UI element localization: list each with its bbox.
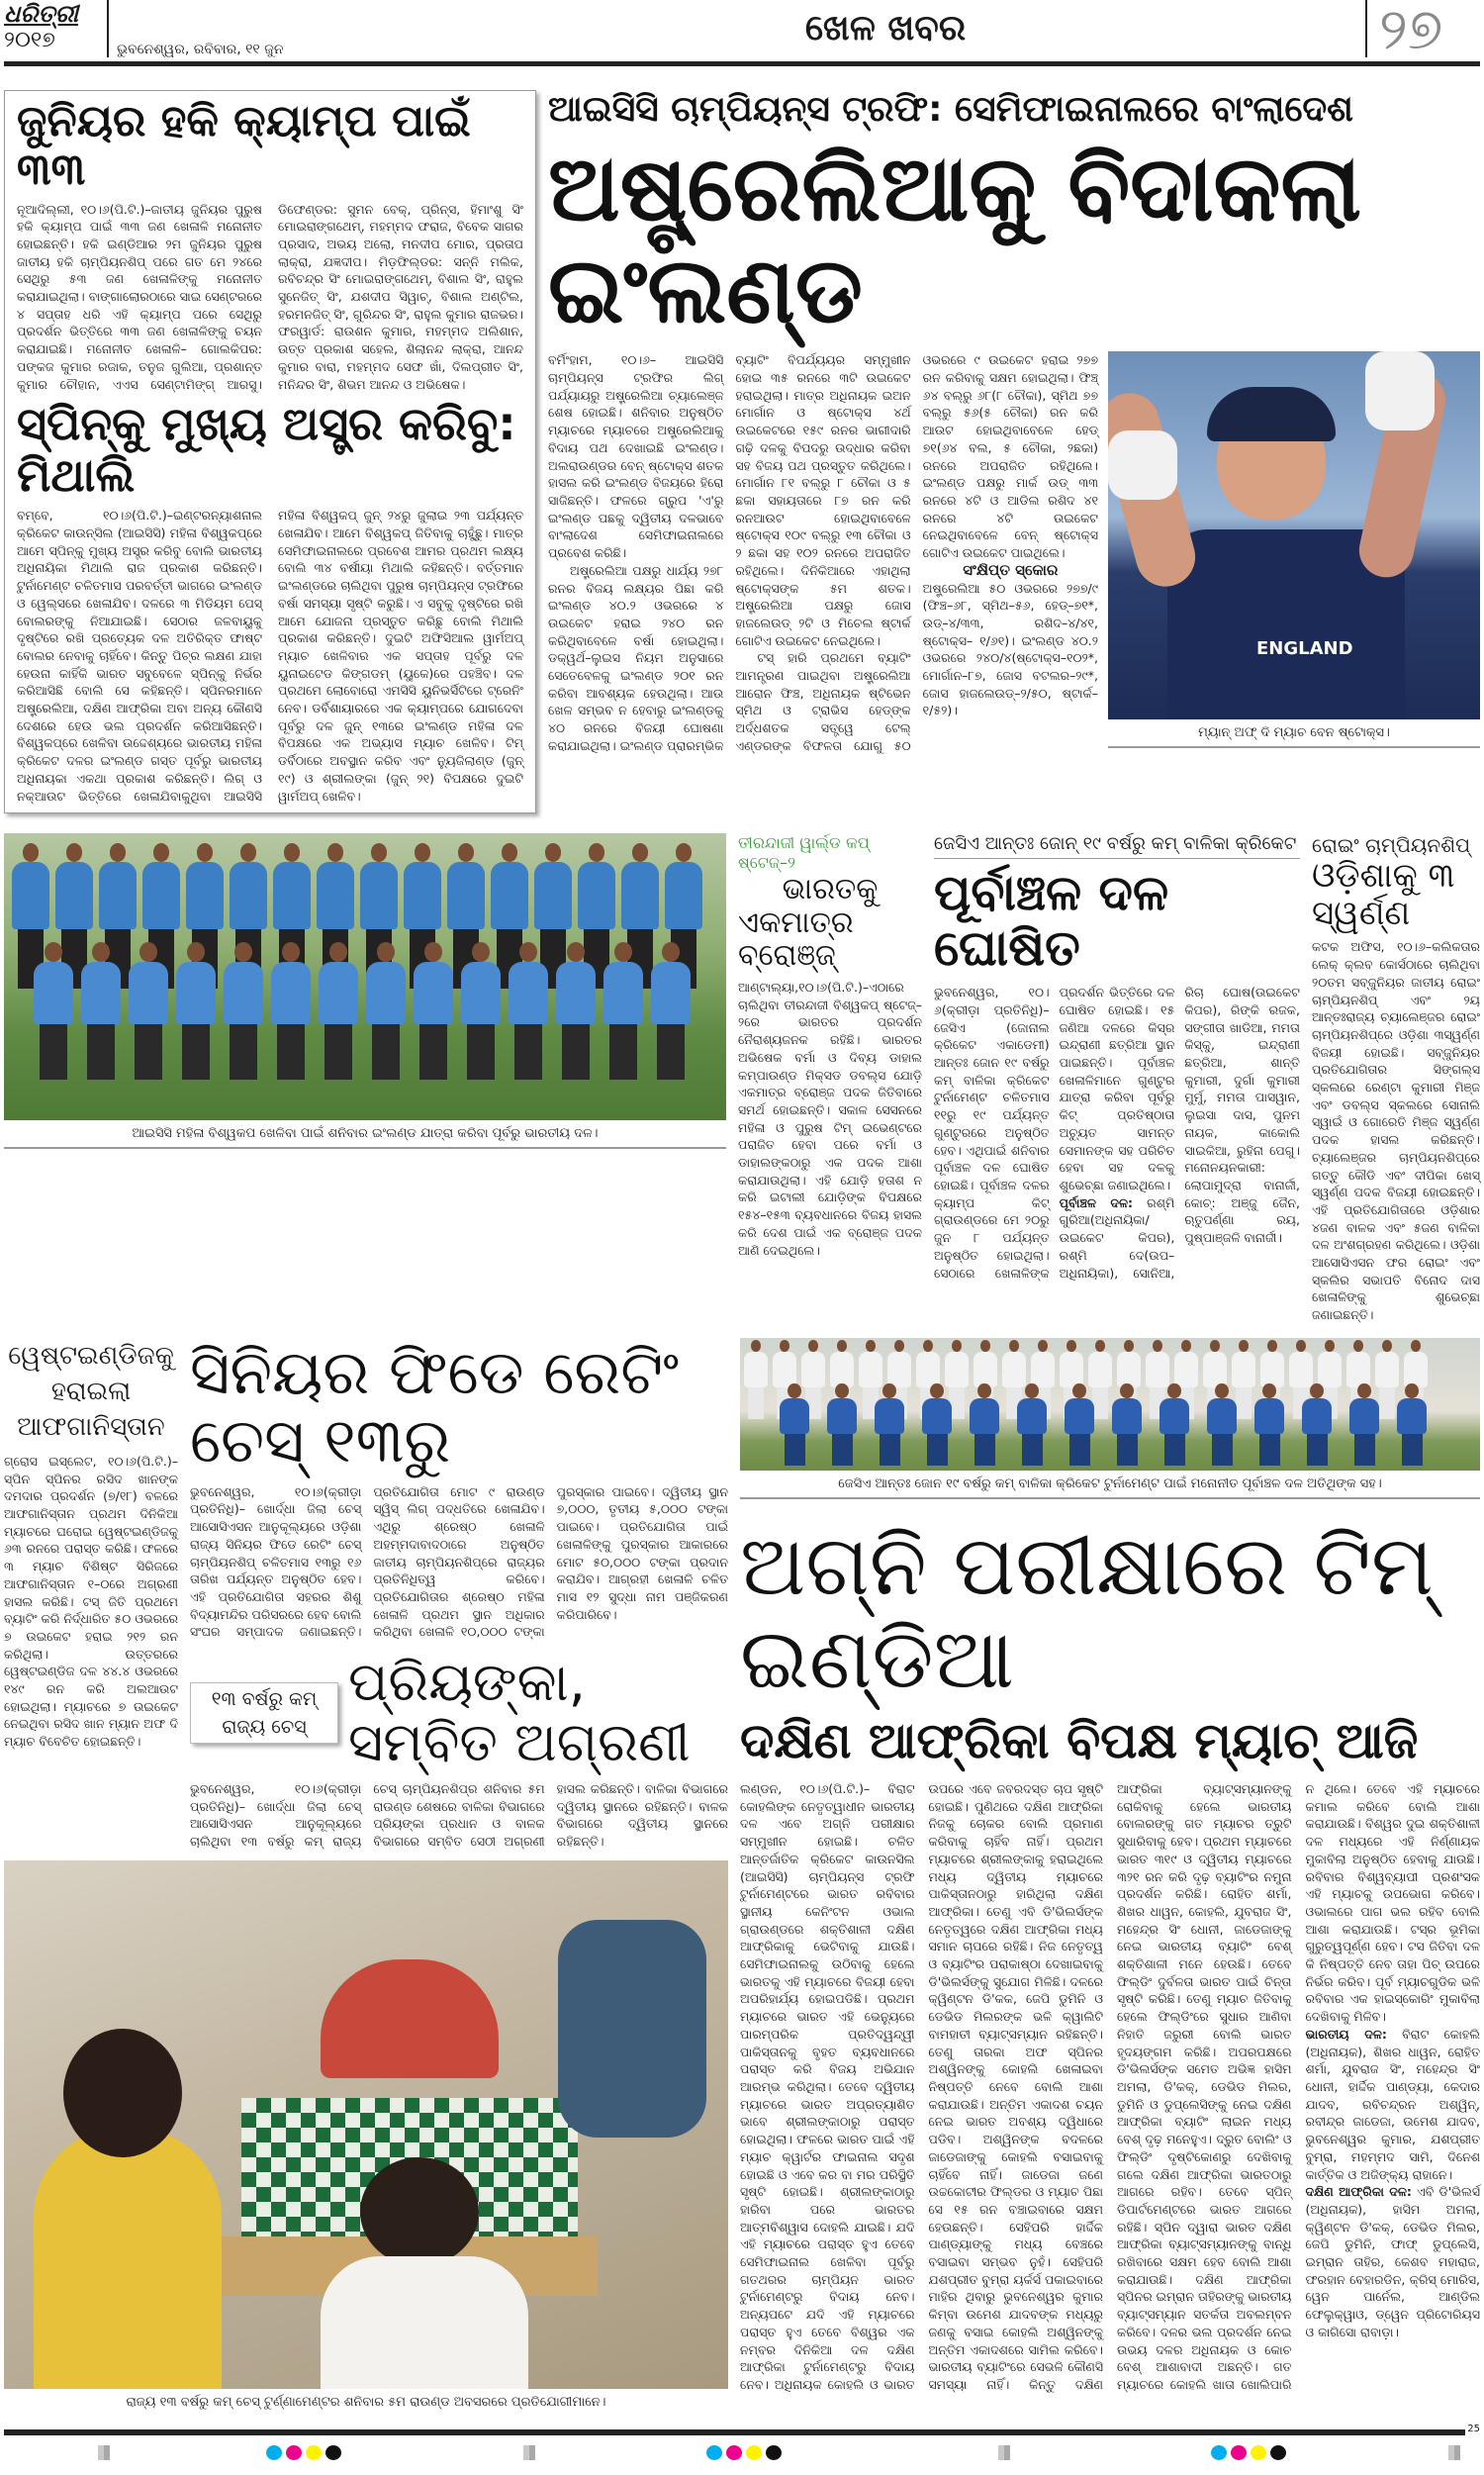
magenta-registration-dot: [286, 2445, 302, 2460]
masthead: [4, 0, 1480, 66]
east-zone-photo-caption: ଜେସିଏ ଆନ୍ତଃ ଜୋନ ୧୯ ବର୍ଷରୁ କମ୍ ବାଳିକା କ୍ରିକେଟ ଟୁର୍ନାମେଣ୍ଟ ପାଇଁ ମନୋନୀତ ପୂର୍ବାଞ୍ଚଳ ଦଳ ଅତିଥିଙ୍କ ସହ।: [838, 1475, 1382, 1491]
team-member-figure: [970, 1383, 999, 1463]
team-member-figure: [1159, 1383, 1189, 1463]
india-article-body: ଲଣ୍ଡନ, ୧୦।୬(ପି.ଟି.)– ବିରାଟ କୋହଲିଙ୍କ ନେତୃତ୍ୱାଧୀନ ଭାରତୀୟ ଦଳ ଏବେ ଅଗ୍ନି ପରୀକ୍ଷାର ସମ୍ମୁଖୀନ ହୋଇଛି। ଚଳିତ ଆନ୍ତର୍ଜାତିକ କ୍ରିକେଟ କାଉନସିଲ (ଆଇସିସି) ଚାମ୍ପିୟନ୍ସ ଟ୍ରଫି ଟୁର୍ନାମେଣ୍ଟରେ ଭାରତ ରବିବାର ସ୍ଥାନୀୟ କେନିଂଟନ ଓଭାଲ ଗ୍ରାଉଣ୍ଡରେ ଶକ୍ତିଶାଳୀ ଦକ୍ଷିଣ ଆଫ୍ରିକାକୁ ଭେଟିବାକୁ ଯାଉଛି। ସେମିଫାଇନାଲକୁ ଉଠିବାକୁ ହେଲେ ଭାରତକୁ ଏହି ମ୍ୟାଚରେ ବିଜୟୀ ହେବା ଅପରିହାର୍ଯ୍ୟ ହୋଇପଡିଛି। ପ୍ରଥମ ମ୍ୟାଚରେ ଭାରତ ଏହି ଭେନ୍ୟୁରେ ପାରମ୍ପରିକ ପ୍ରତିଦ୍ୱନ୍ଦ୍ୱୀ ପାକିସ୍ତାନକୁ ବୃହତ ବ୍ୟବଧାନରେ ପରାସ୍ତ କରି ବିଜୟ ଅଭିଯାନ ଆରମ୍ଭ କରିଥିଲା। ତେବେ ଦ୍ୱିତୀୟ ମ୍ୟାଚରେ ଭାରତ ଅପ୍ରତ୍ୟାଶିତ ଭାବେ ଶ୍ରୀଲଙ୍କାଠାରୁ ପରାସ୍ତ ହୋଇଥିଲା। ଫଳରେ ଭାରତ ପାଇଁ ଏହି ମ୍ୟାଚ କ୍ୱାର୍ଟର ଫାଇନାଲ ସଦୃଶ ହୋଇଛି ଓ ଏବେ କର ବା ମର ପରିସ୍ଥିତି ସୃଷ୍ଟି ହୋଇଛି। ଶ୍ରୀଲଙ୍କାଠାରୁ ହାରିବା ପରେ ଭାରତର ଆତ୍ମବିଶ୍ୱାସ ଦୋହଲି ଯାଇଛି। ଯଦି ଏହି ମ୍ୟାଚରେ ପରାସ୍ତ ହୁଏ ତେବେ ସେମିଫାଇନାଲ ଖେଳିବା ପୂର୍ବରୁ ଗତଥରର ଚାମ୍ପିୟନ ଭାରତ ଟୁର୍ନାମେଣ୍ଟରୁ ବିଦାୟ ନେବ। ଅନ୍ୟପଟେ ଯଦି ଏହି ମ୍ୟାଚରେ ପରାସ୍ତ ହୁଏ ତେବେ ବିଶ୍ୱର ଏକ ନମ୍ବର ଦିନିକିଆ ଦଳ ଦକ୍ଷିଣ ଆଫ୍ରିକା ଟୁର୍ନାମେଣ୍ଟରୁ ବିଦାୟ ନେବ। ଅଧିନାୟକ କୋହଲି ଓ ଭାରତ ଉପରେ ଏବେ ଜବରଦସ୍ତ ଚାପ ସୃଷ୍ଟି ହୋଇଛି। ପୁଣିଥରେ ଦକ୍ଷିଣ ଆଫ୍ରିକା ନିଜକୁ ଚୋକର ବୋଲି ପ୍ରମାଣ କରିବାକୁ ଚାହିଁବ ନାହିଁ। ପ୍ରଥମ ମ୍ୟାଚରେ ଶ୍ରୀଲଙ୍କାକୁ ହରାଇଥିଲେ ମଧ୍ୟ ଦ୍ୱିତୀୟ ମ୍ୟାଚରେ ପାକିସ୍ତାନଠାରୁ ହାରିଥିଲା ଦକ୍ଷିଣ ଆଫ୍ରିକା। ତେଣୁ ଏବି ଡି'ଭିଲର୍ସଙ୍କ ନେତୃତ୍ୱରେ ଦକ୍ଷିଣ ଆଫ୍ରିକା ମଧ୍ୟ ସମାନ ଚାପରେ ରହିଛି। ନିଜ ନେତୃତ୍ୱ ଓ ବ୍ୟାଟିଂର ପରାକାଷ୍ଠା ଦେଖାଇବାକୁ ଡି'ଭିଲର୍ସଙ୍କୁ ସୁଯୋଗ ମିଳିଛି। ଦଳରେ କ୍ୱିଣ୍ଟନ ଡି'କକ, ଜେପି ଡୁମିନି ଓ ଡେଭିଡ ମିଲରଙ୍କ ଭଳି କ୍ୱାଲିଟି ବାମହାତୀ ବ୍ୟାଟ୍ସମ୍ୟାନ ରହିଛନ୍ତି। ତେଣୁ ତାରକା ଅଫ ସ୍ପିନର ଅଶ୍ୱିନଙ୍କୁ କୋହଲି ଖେଳାଇବା ନିଷ୍ପତ୍ତି ନେବେ ବୋଲି ଆଶା କରାଯାଉଛି। ଅନ୍ତିମ ଏକାଦଶ ଚୟନ ନେଇ ଭାରତ ଅବଶ୍ୟ ଦ୍ୱିଧାରେ ପଡିବ। ଅଶ୍ୱିନଙ୍କ ବଦଳରେ ଜାଡେଜାଙ୍କୁ କୋହଲି ବସାଇବାକୁ ଚାହିଁବେ ନାହିଁ। ଜାଡେଜା ଜଣେ ଉଚ୍ଚକୋଟୀର ଫିଲ୍ଡର ଓ ମ୍ୟାଚ ପିଛା ସେ ୧୫ ରନ ବଞ୍ଚାଇବାରେ ସକ୍ଷମ ହେଉଛନ୍ତି। ସେହିପରି ହାର୍ଦ୍ଦିକ ପାଣ୍ଡ୍ୟାଙ୍କୁ ମଧ୍ୟ ବେଞ୍ଚରେ ବସାଇବା ସମ୍ଭବ ନୁହଁ। ସେହିପରି ଯଶପ୍ରୀତ ବୁମ୍ରା ୟର୍କର୍ସ ପକାଇବାରେ ମାହିର ଥିବାରୁ ଭୁବନେଶ୍ୱର କୁମାର କିମ୍ବା ଉମେଶ ଯାଦବଙ୍କ ମଧ୍ୟରୁ ଜଣକୁ ବସାଇ କୋହଲି ଅଶ୍ୱିନଙ୍କୁ ଅନ୍ତିମ ଏକାଦଶରେ ସାମିଲ କରିବେ। ଭାରତୀୟ ବ୍ୟାଟିଂରେ ସେଭଳି କୌଣସି ସମସ୍ୟା ନାହିଁ। କିନ୍ତୁ ଦକ୍ଷିଣ ଆଫ୍ରିକା ବ୍ୟାଟ୍ସମ୍ୟାନଙ୍କୁ ରୋକିବାକୁ ହେଲେ ଭାରତୀୟ ବୋଲରଙ୍କୁ ଗତ ମ୍ୟାଚର ତ୍ରୁଟି ସୁଧାରିବାକୁ ହେବ। ପ୍ରଥମ ମ୍ୟାଚରେ ଭାରତ ୩୧୯ ଓ ଦ୍ୱିତୀୟ ମ୍ୟାଚରେ ୩୨୧ ରନ କରି ଦୃଢ଼ ବ୍ୟାଟିଂର ନମୁନା ପ୍ରଦର୍ଶନ କରିଛି। ରୋହିତ ଶର୍ମା, ଶିଖର ଧାୱନ, କୋହଲି, ଯୁବରାଜ ସିଂ, ମହେନ୍ଦ୍ର ସିଂ ଧୋନୀ, ଜାଡେଜାଙ୍କୁ ନେଇ ଭାରତୀୟ ବ୍ୟାଟିଂ ବେଶ୍ ଶକ୍ତିଶାଳୀ ମନେ ହେଉଛି। ତେବେ ଫିଲ୍ଡିଂ ଦୁର୍ବଳତା ଭାରତ ପାଇଁ ଚିନ୍ତା ସୃଷ୍ଟି କରିଛି। ତେଣୁ ମ୍ୟାଚ ଜିତିବାକୁ ହେଲେ ଫିଲ୍ଡିଂରେ ସୁଧାର ଆଣିବା ନିହାତି ଜରୁରୀ ବୋଲି ଭାରତ ହୃଦୟଙ୍ଗମ କରିଛି। ଅପରପକ୍ଷରେ ଡି'ଭିଲର୍ସଙ୍କ ସମେତ ଅଭିଜ୍ଞ ହାସିମ ଅମଲା, ଡି'କକ୍, ଡେଭିଡ ମିଲର, ଡୁମିନି ଓ ଡୁପ୍ଲେସିଙ୍କୁ ନେଇ ଦକ୍ଷିଣ ଆଫ୍ରିକା ବ୍ୟାଟିଂ ଲାଇନ ମଧ୍ୟ ବେଶ୍ ଦୃଢ଼ ମନେହୁଏ। ଦ୍ରୁତ ବୋଲିଂ ଓ ଫିଲ୍ଡିଂ ଦୃଷ୍ଟିକୋଣରୁ ଦେଖିବାକୁ ଗଲେ ଦକ୍ଷିଣ ଆଫ୍ରିକା ଭାରତଠାରୁ ଆଗରେ ରହିବ। ତେବେ ସ୍ପିନ୍ ଡିପାର୍ଟମେଣ୍ଟରେ ଭାରତ ଆଗରେ ରହିଛି। ସ୍ପିନ ଦ୍ୱାରା ଭାରତ ଦକ୍ଷିଣ ଆଫ୍ରିକା ବ୍ୟାଟ୍ସମ୍ୟାନଙ୍କୁ ବାନ୍ଧି ରଖିବାରେ ସକ୍ଷମ ହେବ ବୋଲି ଆଶା କରାଯାଉଛି। ଦକ୍ଷିଣ ଆଫ୍ରିକା ସ୍ପିନର ଇମ୍ରାନ ତାହିରଙ୍କୁ ଭାରତୀୟ ବ୍ୟାଟ୍ସମ୍ୟାନ ସତର୍କତା ଅବଲମ୍ବନ କରିବେ। ଦଳର ଭଲ ପ୍ରଦର୍ଶନ ନେଇ ଉଭୟ ଦଳର ଅଧିନାୟକ ଓ କୋଚ ବେଶ୍ ଆଶାବାଦୀ ଅଛନ୍ତି। ଗତ ମ୍ୟାଚରେ କୋହଲି ଖାତା ଖୋଲିପାରି ନ ଥିଲେ। ତେବେ ଏହି ମ୍ୟାଚରେ କମାଲ କରିବେ ବୋଲି ଆଶା କରାଯାଉଛି। ବିଶ୍ୱର ଦୁଇ ଶକ୍ତିଶାଳୀ ଦଳ ମଧ୍ୟରେ ଏହି ନିର୍ଣ୍ଣାୟକ ମୁକାବିଲା ଅନୁଷ୍ଠିତ ହେବାକୁ ଯାଉଛି। ରବିବାର ବିଶ୍ୱବ୍ୟାପୀ ପ୍ରଶଂସକ ଏହି ମ୍ୟାଚକୁ ଉପଭୋଗ କରିବେ। ଓଭାଲରେ ପାଗ ଭଲ ରହିବ ବୋଲି ଆଶା କରାଯାଉଛି। ଟସ୍‌ର ଭୂମିକା ଗୁରୁତ୍ୱପୂର୍ଣ୍ଣ ହେବ। ଟସ ଜିତିବା ଦଳ କି ନିଷ୍ପତ୍ତି ନେବ ତାହା ପିଚ୍ ଉପରେ ନିର୍ଭର କରିବ। ପୂର୍ବ ମ୍ୟାଚଗୁଡିକ ଭଳି ରବିବାର ଏକ ହାଇସ୍କୋରିଂ ମୁକାବିଲା ଦେଖିବାକୁ ମିଳିବ। ଭାରତୀୟ ଦଳ: ବିରାଟ କୋହଲି (ଅଧିନାୟକ), ଶିଖର ଧାୱନ, ରୋହିତ ଶର୍ମା, ଯୁବରାଜ ସିଂ, ମହେନ୍ଦ୍ର ସିଂ ଧୋନୀ, ହାର୍ଦ୍ଦିକ ପାଣ୍ଡ୍ୟା, କେଦାର ଯାଦବ, ରବିଚନ୍ଦ୍ରନ ଅଶ୍ୱିନ୍, ରବୀନ୍ଦ୍ର ଜାଡେଜା, ଉମେଶ ଯାଦବ, ଭୁବନେଶ୍ୱର କୁମାର, ଯଶପ୍ରୀତ ବୁମ୍ରା, ମହମ୍ମଦ ସାମି, ଦିନେଶ କାର୍ତ୍ତିକ ଓ ଅଜିଙ୍କ୍ୟ ରାହାନେ। ଦକ୍ଷିଣ ଆଫ୍ରିକା ଦଳ: ଏବି ଡି'ଭିଲର୍ସ (ଅଧିନାୟକ), ହାସିମ ଅମଲା, କ୍ୱିଣ୍ଟନ ଡି'କକ୍, ଡେଭିଡ ମିଲର, ଜେପି ଡୁମିନି, ଫାଫ୍ ଡୁପ୍ଲେସି, ଇମ୍ରାନ ତାହିର, କେଶବ ମହାରାଜ, ଫରହାନ ବେହାରଡିନ, କ୍ରିସ୍ ମୋରିସ, ୱେନ ପାର୍ନେଲ, ଆଣ୍ଡିଲ ଫେଲୁକ୍ୱାଓ, ଡ୍ୱେନ ପ୍ରିଟୋରିୟସ ଓ କାଗିସୋ ରାବାଡ଼ା।: [740, 1781, 1480, 2392]
jca-headline: ପୂର୍ବାଞ୍ଚଳ ଦଳ ଘୋଷିତ: [934, 864, 1169, 978]
india-team-label: ଭାରତୀୟ ଦଳ:: [1305, 2026, 1387, 2042]
team-member-figure: [875, 1383, 904, 1463]
gray-registration-bar: [523, 2445, 535, 2460]
india-headline: ଅଗ୍ନି ପରୀକ୍ଷାରେ ଟିମ୍ ଇଣ୍ଡିଆ: [740, 1516, 1434, 1707]
team-member-figure: [1017, 1383, 1047, 1463]
hockey-mithali-box: [4, 90, 536, 813]
team-member-figure: [1254, 1383, 1284, 1463]
edition-year: ୨୦୧୭: [4, 28, 55, 52]
team-member-figure: [366, 942, 406, 1081]
team-member-figure: [319, 942, 358, 1081]
fide-headline: ସିନିୟର ଫିଡେ ରେଟିଂ ଚେସ୍ ୧୩ରୁ: [190, 1335, 680, 1477]
black-registration-dot: [766, 2445, 782, 2460]
team-member-figure: [1397, 1383, 1427, 1463]
cyan-registration-dot: [1211, 2445, 1227, 2460]
ben-stokes-photo: [1108, 351, 1480, 719]
mithali-article-body: ବମ୍ବେ, ୧୦।୬(ପି.ଟି.)–ଇଣ୍ଟରନ୍ୟାଶନାଲ କ୍ରିକେଟ କାଉନ୍‌ସିଲ (ଆଇସିସି) ମହିଳା ବିଶ୍ୱକପ୍‌ରେ ଆମେ ସ୍ପିନ୍‌କୁ ମୁଖ୍ୟ ଅସ୍ତ୍ର କରିବୁ ବୋଲି ଭାରତୀୟ ଅଧିନାୟିକା ମିଥାଲି ରାଜ ପ୍ରକାଶ କରିଛନ୍ତି। ଟୁର୍ନାମେଣ୍ଟ ଚଳିତମାସ ପରବର୍ତ୍ତୀ ଭାଗରେ ଇଂଲଣ୍ଡ ଓ ୱେଲ୍‌ସରେ ଖେଳାଯିବ। ଦଳରେ ୩ ମିଡିୟମ ପେସ୍ ବୋଲରଙ୍କୁ ନିଆଯାଇଛି। ସେଠାର ଜଳବାୟୁକୁ ଦୃଷ୍ଟିରେ ରଖି ପ୍ରତ୍ୟେକ ଦଳ ଅତିରିକ୍ତ ଫାଷ୍ଟ ବୋଲର ନେବାକୁ ଚାହିଁବେ। କିନ୍ତୁ ପିଚ୍‌ର ଲକ୍ଷଣ ଯାହା ହେଉନା କାହିଁକି ଭାରତ ସବୁବେଳେ ସ୍ପିନ୍‌କୁ ନିର୍ଭର କରିଆସିଛି ବୋଲି ସେ କହିଛନ୍ତି। ସ୍ପିନରମାନେ ଅଷ୍ଟ୍ରେଲିଆ, ଦକ୍ଷିଣ ଆଫ୍ରିକା ଅବା ଅନ୍ୟ କୌଣସି ଦେଶରେ ହେଉ ଭଲ ପ୍ରଦର୍ଶନ କରିଆସିଛନ୍ତି। ବିଶ୍ୱକପ୍‌ରେ ଖେଳିବା ଉଦ୍ଦେଶ୍ୟରେ ଭାରତୀୟ ମହିଳା କ୍ରିକେଟ ଦଳର ଇଂଲଣ୍ଡ ଗସ୍ତ ପୂର୍ବରୁ ଭାରତୀୟ ଅଧିନାୟକା ଏକଥା ପ୍ରକାଶ କରିଛନ୍ତି। ଲିଗ୍ ଓ ନକ୍‌ଆଉଟ ଭିତ୍ତିରେ ଖେଳାଯିବାକୁଥିବା ଆଇସିସି ମହିଳା ବିଶ୍ୱକପ୍ ଜୁନ୍ ୨୪ରୁ ଜୁଲାଇ ୨୩ ପର୍ଯ୍ୟନ୍ତ ଖେଳାଯିବ। ଆମେ ବିଶ୍ୱକପ୍ ଜିତିବାକୁ ଚାହୁଁଛୁ। ମାତ୍ର ସେମିଫାଇନାଲରେ ପ୍ରବେଶ ଆମର ପ୍ରଥମ ଲକ୍ଷ୍ୟ ବୋଲି ୩୪ ବର୍ଷୀୟା ମିଥାଲି କହିଛନ୍ତି। ବର୍ତ୍ତମାନ ଇଂଲଣ୍ଡରେ ଚାଲିଥିବା ପୁରୁଷ ଚାମ୍ପିୟନ୍ସ ଟ୍ରଫିରେ ବର୍ଷା ସମସ୍ୟା ସୃଷ୍ଟି କରୁଛି। ଏ ସବୁକୁ ଦୃଷ୍ଟିରେ ରଖି ଆମେ ଯୋଜନା ପ୍ରସ୍ତୁତ କରିଛୁ ବୋଲି ମିଥାଲି ପ୍ରକାଶ କରିଛନ୍ତି। ଦୁଇଟି ଅଫିସିଆଲ ୱାର୍ମଅପ୍ ମ୍ୟାଚ ଖେଳିବାର ଏକ ସପ୍ତାହ ପୂର୍ବରୁ ଦଳ ୟୁନାଇଟେଡ କିଙ୍ଗଡମ୍ (ୟୁକେ)ରେ ପହଞ୍ଚିବ। ଦଳ ପ୍ରଥମେ ଲୋବୋରୋ ଏମସିସି ୟୁନିଭର୍ସିଟିରେ ଟ୍ରେନିଂ ନେବ। ଡର୍ବିଶାୟାରରେ ଏକ କ୍ୟାମ୍ପରେ ଯୋଗଦେବା ପୂର୍ବରୁ ଦଳ ଜୁନ୍ ୧୩ରେ ଇଂଲଣ୍ଡ ମହିଳା ଦଳ ବିପକ୍ଷରେ ଏକ ଅଭ୍ୟାସ ମ୍ୟାଚ ଖେଳିବ। ଟିମ୍ ଡର୍ବିଠାରେ ଅବସ୍ଥାନ କରିବ ଏବଂ ନ୍ୟୁଜିଲାଣ୍ଡ (ଜୁନ୍ ୧୯) ଓ ଶ୍ରୀଲଙ୍କା (ଜୁନ୍ ୨୧) ବିପକ୍ଷରେ ଦୁଇଟି ୱାର୍ମଅପ୍ ଖେଳିବ।: [17, 508, 523, 804]
team-member-figure: [34, 942, 73, 1081]
dateline: ଭୁବନେଶ୍ୱର, ରବିବାର, ୧୧ ଜୁନ: [117, 42, 284, 57]
team-member-figure: [129, 942, 168, 1081]
cyan-registration-dot: [706, 2445, 722, 2460]
newspaper-logo: ଧରିତ୍ରୀ: [4, 0, 78, 28]
indian-women-team-photo: [4, 833, 726, 1120]
team-member-figure: [81, 942, 121, 1081]
chess-tournament-photo: [4, 1860, 728, 2389]
black-registration-dot: [325, 2445, 341, 2460]
archery-headline-line-2: ଏକମାତ୍ର ବ୍ରୋଞ୍ଜ୍: [738, 904, 854, 974]
cyan-registration-dot: [266, 2445, 282, 2460]
team-member-figure: [922, 1383, 952, 1463]
team-member-figure: [176, 942, 216, 1081]
footer-rule: [4, 2429, 1465, 2435]
yellow-registration-dot: [1251, 2445, 1266, 2460]
team-member-figure: [1065, 1383, 1094, 1463]
team-member-figure: [744, 1340, 768, 1419]
icc-kicker: ଆଇସିସି ଚାମ୍ପିୟନ୍ସ ଟ୍ରଫି: ସେମିଫାଇନାଲରେ ବାଂଲାଦେଶ: [548, 89, 1353, 130]
gray-registration-bar: [1448, 2445, 1460, 2460]
magenta-registration-dot: [1231, 2445, 1247, 2460]
jca-team-label: ପୂର୍ବାଞ୍ଚଳ ଦଳ:: [1059, 1194, 1134, 1210]
team-member-figure: [1302, 1383, 1332, 1463]
chess-kicker-box: ୧୩ ବର୍ଷରୁ କମ୍ ରାଜ୍ୟ ଚେସ୍: [190, 1682, 338, 1744]
afghanistan-headline: ୱେଷ୍ଟଇଣ୍ଡିଜକୁ ହରାଇଲା ଆଫଗାନିସ୍ତାନ: [8, 1340, 174, 1442]
priyanka-article-body: ଭୁବନେଶ୍ୱର, ୧୦।୬(କ୍ରୀଡ଼ା ପ୍ରତିନିଧି)– ଖୋର୍ଦ୍ଧା ଜିଲା ଚେସ୍ ଆସୋସିଏସନ ଆନୁକୂଲ୍ୟରେ ଚାଲିଥିବା ୧୩ ବର୍ଷରୁ କମ୍ ରାଜ୍ୟ ଚେସ୍ ଚାମ୍ପିୟନଶିପ୍‌ର ଶନିବାର ୫ମ ରାଉଣ୍ଡ ଶେଷରେ ବାଳିକା ବିଭାଗରେ ପ୍ରିୟଙ୍କା ପ୍ରଧାନ ଓ ବାଳକ ବିଭାଗରେ ସମ୍ବିତ ସେଠୀ ଅଗ୍ରଣୀ ହାସଲ କରିଛନ୍ତି। ବାଳିକା ବିଭାଗରେ ଦ୍ୱିତୀୟ ସ୍ଥାନରେ ରହିଛନ୍ତି। ବାଳକ ବିଭାଗରେ ଦ୍ୱିତୀୟ ସ୍ଥାନରେ ରହିଛନ୍ତି।: [190, 1781, 728, 1850]
page-number: ୨୭: [1365, 0, 1480, 57]
archery-kicker: ତୀରନ୍ଦାଜୀ ୱାର୍ଲ୍ଡ କପ୍ ଷ୍ଟେଜ୍–୨: [738, 833, 870, 873]
team-member-figure: [827, 1383, 857, 1463]
black-registration-dot: [1270, 2445, 1286, 2460]
yellow-registration-dot: [746, 2445, 762, 2460]
icc-headline: ଅଷ୍ଟ୍ରେଲିଆକୁ ବିଦାକଲା ଇଂଲଣ୍ଡ: [548, 136, 1362, 344]
chess-photo-caption: ରାଜ୍ୟ ୧୩ ବର୍ଷରୁ କମ୍ ଚେସ୍ ଟୁର୍ଣ୍ଣାମେଣ୍ଟର ଶନିବାର ୫ମ ରାଉଣ୍ଡ ଅବସରରେ ପ୍ରତିଯୋଗୀମାନେ।: [126, 2394, 606, 2410]
icc-article-body: ବର୍ମିଂହାମ, ୧୦।୬– ଆଇସିସି ଚାମ୍ପିୟନ୍ସ ଟ୍ରଫିର ଲିଗ୍ ପର୍ଯ୍ୟାୟରୁ ଅଷ୍ଟ୍ରେଲିଆ ଚ୍ୟାଲେଞ୍ଜ ଶେଷ ହୋଇଛି। ଶନିବାର ଅନୁଷ୍ଠିତ ମ୍ୟାଚରେ ମ୍ୟାଚରେ ଅଷ୍ଟ୍ରେଲିଆକୁ ବିଦାୟ ପଥ ଦେଖାଇଛି ଇଂଲଣ୍ଡ। ଅଲରାଉଣ୍ଡର ବେନ୍ ଷ୍ଟୋକ୍ସ ଶତକ ହାସଲ କରି ଇଂଲଣ୍ଡ ବିଜୟରେ ହିରୋ ସାଜିଛନ୍ତି। ଫଳରେ ଗ୍ରୁପ 'ଏ'ରୁ ଇଂଲଣ୍ଡ ପଛକୁ ଦ୍ୱିତୀୟ ଦଳଭାବେ ବାଂଲାଦେଶ ସେମିଫାଇନାଲରେ ପ୍ରବେଶ କରିଛି। ଅଷ୍ଟ୍ରେଲିଆ ପକ୍ଷରୁ ଧାର୍ଯ୍ୟ ୨୭୮ ରନର ବିଜୟ ଲକ୍ଷ୍ୟର ପିଛା କରି ଇଂଲଣ୍ଡ ୪୦.୨ ଓଭରରେ ୪ ଉଇକେଟ ହରାଇ ୨୪୦ ରନ କରିଥିବାବେଳେ ବର୍ଷା ହୋଇଥିଲା। ଡକ୍‌ୱର୍ଥ–ଲୁଇସ ନିୟମ ଅନୁସାରେ ସେତେବେଳକୁ ଇଂଲଣ୍ଡ ୨୦୧ ରନ କରିବା ଆବଶ୍ୟକ ହେଉଥିଲା। ଆଉ ଖେଳ ସମ୍ଭବ ନ ହେବାରୁ ଇଂଲଣ୍ଡକୁ ୪୦ ରନରେ ବିଜୟୀ ଘୋଷଣା କରାଯାଇଥିଲା। ଇଂଲଣ୍ଡ ପ୍ରାରମ୍ଭିକ ବ୍ୟାଟିଂ ବିପର୍ଯ୍ୟୟର ସମ୍ମୁଖୀନ ହୋଇ ୩୫ ରନରେ ୩ଟି ଉଇକେଟ ହରାଇଥିଲା। ମାତ୍ର ଅଧିନାୟକ ଇଅନ ମୋର୍ଗାନ ଓ ଷ୍ଟୋକ୍ସ ୪ର୍ଥ ଉଇକେଟରେ ୧୫୯ ରନର ଭାଗୀଦାରି ଗଢ଼ି ଦଳକୁ ବିପଦରୁ ଉଦ୍ଧାର କରିବା ସହ ବିଜୟ ପଥ ପ୍ରସ୍ତୁତ କରିଥିଲେ। ମୋର୍ଗାନ ୮୧ ବଲ୍‌ରୁ ୮ ଚୌକା ଓ ୫ ଛକା ସହାୟତାରେ ୮୭ ରନ କରି ରନଆଉଟ ହୋଇଥିବାବେଳେ ଷ୍ଟୋକ୍ସ ୧୦୯ ବଲ୍‌ରୁ ୧୩ ଚୌକା ଓ ୨ ଛକା ସହ ୧୦୨ ରନରେ ଅପରାଜିତ ରହିଥିଲେ। ଦିନିକିଆରେ ଏହାଥିଲା ଷ୍ଟୋକ୍ସଙ୍କ ୫ମ ଶତକ। ଅଷ୍ଟ୍ରେଲିଆ ପକ୍ଷରୁ ଜୋସ ହାଜଲେଉଡ୍ ୨ଟି ଓ ମିଚେଲ ଷ୍ଟାର୍କ ଗୋଟିଏ ଉଇକେଟ ନେଇଥିଲେ। ଟସ୍ ହାରି ପ୍ରଥମେ ବ୍ୟାଟିଂ ଆମନ୍ତ୍ରଣ ପାଇଥିବା ଅଷ୍ଟ୍ରେଲିଆ ଆରୋନ ଫିଞ୍ଚ, ଅଧିନାୟକ ଷ୍ଟିଭେନ ସ୍ମିଥ ଓ ଟ୍ରାଭିସ ହେଡ୍‌ଙ୍କ ଅର୍ଦ୍ଧଶତକ ସତ୍ତ୍ୱେ ଟେଲ୍ ଏଣ୍ଡରଙ୍କ ବିଫଳତା ଯୋଗୁ ୫୦ ଓଭରରେ ୯ ଉଇକେଟ ହରାଇ ୨୭୭ ରନ କରିବାକୁ ସକ୍ଷମ ହୋଇଥିଲା। ଫିଞ୍ଚ୍ ୬୪ ବଲ୍‌ରୁ ୬୮(୮ ଚୌକା), ସ୍ମିଥ ୭୭ ବଲ୍‌ରୁ ୫୬(୫ ଚୌକା) ରନ କରି ଆଉଟ ହୋଇଥିବାବେଳେ ହେଡ୍ ୭୧(୬୪ ବଲ, ୫ ଚୌକା, ୨ଛକା) ରନରେ ଅପରାଜିତ ରହିଥିଲେ। ଇଂଲଣ୍ଡ ପକ୍ଷରୁ ମାର୍କ ଉଡ୍ ୩୩ ରନରେ ୪ଟି ଓ ଆଡିଲ ରଶିଦ ୪୧ ରନରେ ୪ଟି ଉଇକେଟ ନେଇଥିବାବେଳେ ବେନ୍ ଷ୍ଟୋକ୍ସ ଗୋଟିଏ ଉଇକେଟ ପାଇଥିଲେ। ସଂକ୍ଷିପ୍ତ ସ୍କୋର ଅଷ୍ଟ୍ରେଲିଆ ୫୦ ଓଭରରେ ୨୭୭/୯ (ଫିଞ୍ଚ–୬୮, ସ୍ମିଥ–୫୬, ହେଡ୍–୭୧*, ଉଡ୍–୪/୩୩, ରଶିଦ–୪/୪୧, ଷ୍ଟୋକ୍ସ– ୧/୬୧)। ଇଂଲଣ୍ଡ ୪୦.୨ ଓଭରରେ ୨୪୦/୪(ଷ୍ଟୋକ୍ସ–୧୦୨*, ମୋର୍ଗାନ–୮୭, ଜୋସ ବଟଲର–୨୯*, ଜୋସ ହାଜଲେଉଡ୍–୨/୫୦, ଷ୍ଟାର୍କ–୧/୫୨)।: [548, 352, 1098, 753]
mithali-headline: ସ୍ପିନ୍‌କୁ ମୁଖ୍ୟ ଅସ୍ତ୍ର କରିବୁ: ମିଥାଲି: [17, 397, 516, 502]
team-member-figure: [1349, 1383, 1379, 1463]
footer-page-label: 25: [1467, 2423, 1480, 2434]
sa-team-label: ଦକ୍ଷିଣ ଆଫ୍ରିକା ଦଳ:: [1305, 2184, 1412, 2200]
women-team-caption: ଆଇସିସି ମହିଳା ବିଶ୍ୱକପ ଖେଳିବା ପାଇଁ ଶନିବାର ଇଂଲଣ୍ଡ ଯାତ୍ରା କରିବା ପୂର୍ବରୁ ଭାରତୀୟ ଦଳ।: [132, 1126, 599, 1142]
team-member-figure: [461, 942, 501, 1081]
hockey-article-body: ନୂଆଦିଲ୍ଲୀ, ୧୦।୬(ପି.ଟି.)–ଜାତୀୟ ଜୁନିୟର ପୁରୁଷ ହକି କ୍ୟାମ୍ପ ପାଇଁ ୩୩ ଜଣ ଖେଳାଳି ମନୋନୀତ ହୋଇଛନ୍ତି। ହକି ଇଣ୍ଡିଆର ୨ମ ଜୁନିୟର ପୁରୁଷ ଜାତୀୟ ହକି ଚାମ୍ପିୟନଶିପ୍ ପରେ ଗତ ମେ ୨୪ରେ ସେଥିରୁ ୫୩ ଜଣ ଖେଳାଳିଙ୍କୁ ମନୋନୀତ କରାଯାଇଥିଲା। ବାଙ୍ଗାଲୋରଠାରେ ସାଇ ସେଣ୍ଟରରେ ୪ ସପ୍ତାହ ଧରି ଏହି କ୍ୟାମ୍ପ ପରେ ସେଥିରୁ ପ୍ରଦର୍ଶନ ଭିତ୍ତିରେ ୩୩ ଜଣ ଖେଳାଳିଙ୍କୁ ଚୟନ କରାଯାଇଛି। ମନୋନୀତ ଖେଳାଳି– ଗୋଲକିପର: ପଙ୍କଜ କୁମାର ରଜାକ, ତନୁଜ ଗୁଲିଆ, ପ୍ରଶାନ୍ତ କୁମାର ଚୌହାନ, ଏଏସ ସେଣ୍ଟାମିଙ୍ଗ୍ ଆରସୁ। ଡିଫେଣ୍ଡର: ସୁମନ ବେକ୍, ପ୍ରିନ୍ସ, ହିମାଂଶୁ ସିଂ ମୋଇରାଙ୍ଗଥେମ୍, ମହମ୍ମଦ ଫରାଜ, ବିବେକ ସାଗର ପ୍ରସାଦ, ଅଭୟ ଅଲୋ, ମନଦୀପ ମୋର, ପ୍ରତାପ ଲାକ୍ରା, ଯଜ୍ଞଦୀପ। ମିଡ଼ଫିଲ୍ଡର: ସନ୍ନି ମଲିକ, ରବିଚନ୍ଦ୍ର ସିଂ ମୋଇରାଙ୍ଗଥେମ୍, ବିଶାଲ ସିଂ, ରାହୁଲ ସୁନେଜିତ୍ ସିଂ, ଯଶଦୀପ ସିୱାଚ୍, ବିଶାଲ ଅଣ୍ଟିଲ, ହରମନଜିତ୍ ସିଂ, ଗୁରିନ୍ଦର ସିଂ, ରାହୁଲ କୁମାର ରାଜଭର। ଫରୱାର୍ଡ: ରାଉଶନ କୁମାର, ମହମ୍ମଦ ଅଲିଶାନ, ଉତ୍ତ ପ୍ରକାଶ ସହେଲ, ଶିଲାନନ୍ଦ ଲାକ୍ରା, ଆନନ୍ଦ କୁମାର ବାରା, ମହମ୍ମଦ ସେଫ ଖାଁ, ଦିଲପ୍ରୀତ ସିଂ, ମନିନ୍ଦର ସିଂ, ଶିଭମ ଆନନ୍ଦ ଓ ଅଭିଷେକ।: [17, 201, 523, 392]
team-member-figure: [1112, 1383, 1142, 1463]
india-subheadline: ଦକ୍ଷିଣ ଆଫ୍ରିକା ବିପକ୍ଷ ମ୍ୟାଚ୍ ଆଜି: [740, 1712, 1419, 1770]
jca-article-body: ଭୁବନେଶ୍ୱର, ୧୦।୬(କ୍ରୀଡ଼ା ପ୍ରତିନିଧି)– ଜେସିଏ (ଜୋନାଲ କ୍ରିକେଟ ଏକାଡେମୀ) ଆନ୍ତଃ ଜୋନ ୧୯ ବର୍ଷରୁ କମ୍ ବାଳିକା କ୍ରିକେଟ ଟୁର୍ନାମେଣ୍ଟ ଚଳିତମାସ ୧୧ରୁ ୧୯ ପର୍ଯ୍ୟନ୍ତ ଗୁଣ୍ଟୁରରେ ଅନୁଷ୍ଠିତ ହେବ। ଏଥିପାଇଁ ଶନିବାର ପୂର୍ବାଞ୍ଚଳ ଦଳ ଘୋଷିତ ହୋଇଛି। ପୂର୍ବାଞ୍ଚଳ ଦଳର କ୍ୟାମ୍ପ କିଟ୍ ଗ୍ରାଉଣ୍ଡରେ ମେ ୨୦ରୁ ଜୁନ ୮ ପର୍ଯ୍ୟନ୍ତ ଅନୁଷ୍ଠିତ ହୋଇଥିଲା। ସେଠାରେ ଖେଳାଳିଙ୍କ ପ୍ରଦର୍ଶନ ଭିତ୍ତିରେ ଦଳ ଘୋଷିତ ହୋଇଛି। ୧୫ ଜଣିଆ ଦଳରେ କିସ୍‌ର ଇନ୍ଦ୍ରାଣୀ ଛତ୍ରିଆ ସ୍ଥାନ ପାଇଛନ୍ତି। ପୂର୍ବାଞ୍ଚଳ ଖେଳାଳିମାନେ ଗୁଣ୍ଟୁର ଯାତ୍ରା କରିବା ପୂର୍ବରୁ କିଟ୍ ପ୍ରତିଷ୍ଠାତା ଅଚ୍ୟୁତ ସାମନ୍ତ ସେମାନଙ୍କ ସହ ପରିଚିତ ହେବା ସହ ଦଳକୁ ଶୁଭେଚ୍ଛା ଜଣାଇଥିଲେ। ପୂର୍ବାଞ୍ଚଳ ଦଳ: ରଶ୍ମି ଗୁରିଆ(ଅଧିନାୟିକା/ଉଇକେଟ କିପର), ରଶ୍ମି ଦେ(ଉପ–ଅଧିନାୟିକା), ସୋନିଆ, ରିଚା ଘୋଷ(ଉଇକେଟ କିପର), ରିଙ୍କି ରଜକ, ସଙ୍ଗୀତା ଖାଡିଆ, ମମତା କିସ୍କୁ, ଇନ୍ଦ୍ରାଣୀ ଛତ୍ରିଆ, ଶାନ୍ତି କୁମାରୀ, ଦୁର୍ଗା କୁମାରୀ ମୁର୍ମୁ, ମମତା ପାସୱାନ, ଲୁଇସା ଦାସ, ପୁନମ ନାୟକ, କାକୋଲି ସାଇକିଆ, ରୁହିନା ପେଗୁ। ମନୋନୟନକାରୀ: ଲୋପାମୁଦ୍ରା ବାନାର୍ଜୀ, କୋଚ୍: ଅଞ୍ଜୁ ଜୈନ, ଋତୁପର୍ଣ୍ଣା ରୟ, ପୁଷ୍ପାଞ୍ଜଳି ବାନାର୍ଜୀ।: [934, 985, 1300, 1281]
team-member-figure: [224, 942, 263, 1081]
team-member-figure: [414, 942, 453, 1081]
team-member-figure: [271, 942, 311, 1081]
archery-article-body: ଆଣ୍ଟାଲ୍ୟା,୧୦।୬(ପି.ଟି.)–ଏଠାରେ ଚାଲିଥିବା ତୀରନ୍ଦାଜୀ ବିଶ୍ୱକପ୍ ଷ୍ଟେଜ୍–୨ରେ ଭାରତର ପ୍ରଦର୍ଶନ ନୈରାଶ୍ୟଜନକ ରହିଛି। ଭାରତର ଅଭିଷେକ ବର୍ମା ଓ ଦିବ୍ୟ ଡାହାଲ କମ୍ପାଉଣ୍ଡ ମିକ୍ସଡ ଡବଲ୍ସ ଯୋଡ଼ି ଏକମାତ୍ର ବ୍ରୋଞ୍ଜ ପଦକ ଜିତିବାରେ ସମର୍ଥ ହୋଇଛନ୍ତି। ସକାଳ ସେସନରେ ମହିଳା ଓ ପୁରୁଷ ଟିମ୍ ଇଭେଣ୍ଟରେ ପରାଜିତ ହେବା ପରେ ବର୍ମା ଓ ଡାହାଲଙ୍କଠାରୁ ଏକ ପଦକ ଆଶା କରାଯାଉଥିଲା। ଏହି ଯୋଡ଼ି ହତାଶ ନ କରି ଇଟାଲୀ ଯୋଡ଼ିଙ୍କ ବିପକ୍ଷରେ ୧୫୪–୧୫୩ ବ୍ୟବଧାନରେ ବିଜୟ ହାସଲ କରି ଦେଶ ପାଇଁ ଏକ ବ୍ରୋଞ୍ଜ ପଦକ ଆଣି ଦେଇଥିଲେ।: [738, 980, 922, 1258]
east-zone-team-photo: [740, 1338, 1480, 1471]
jersey-text: ENGLAND: [1256, 638, 1353, 660]
score-subheading: ସଂକ୍ଷିପ୍ତ ସ୍କୋର: [963, 560, 1059, 579]
gray-registration-bar: [998, 2445, 1010, 2460]
team-member-figure: [603, 942, 643, 1081]
hockey-headline: ଜୁନିୟର ହକି କ୍ୟାମ୍ପ ପାଇଁ ୩୩: [17, 96, 471, 196]
stokes-photo-caption: ମ୍ୟାନ୍ ଅଫ୍ ଦି ମ୍ୟାଚ ବେନ ଷ୍ଟୋକ୍ସ।: [1198, 725, 1390, 741]
fide-article-body: ଭୁବନେଶ୍ୱର, ୧୦।୬(କ୍ରୀଡ଼ା ପ୍ରତିନିଧି)– ଖୋର୍ଦ୍ଧା ଜିଲା ଚେସ୍ ଆସୋସିଏସନ ଆନୁକୂଲ୍ୟରେ ଓଡ଼ିଶା ରାଜ୍ୟ ସିନିୟର ଫିଡେ ରେଟିଂ ଚେସ୍ ଚାମ୍ପିୟନଶିପ୍ ଚଳିତମାସ ୧୩ରୁ ୧୬ ତାରିଖ ପର୍ଯ୍ୟନ୍ତ ଅନୁଷ୍ଠିତ ହେବ। ଏହି ପ୍ରତିଯୋଗିତା ସହରର ଶିଶୁ ବିଦ୍ୟାମନ୍ଦିର ପରିସରରେ ହେବ ବୋଲି ସଂଘର ସମ୍ପାଦକ ଜଣାଇଛନ୍ତି। ପ୍ରତିଯୋଗିତା ମୋଟ ୯ ରାଉଣ୍ଡ ସ୍ୱିସ୍ ଲିଗ୍ ପଦ୍ଧତିରେ ଖେଳାଯିବ। ଏଥିରୁ ଶ୍ରେଷ୍ଠ ଖେଳାଳି ଅହମ୍ମଦାବାଦଠାରେ ଅନୁଷ୍ଠିତ ଜାତୀୟ ଚାମ୍ପିୟନଶିପ୍‌ରେ ରାଜ୍ୟର ପ୍ରତିନିଧିତ୍ୱ କରିବେ। ପ୍ରତିଯୋଗିତାର ଶ୍ରେଷ୍ଠ ମହିଳା ଖେଳାଳି ପ୍ରଥମ ସ୍ଥାନ ଅଧିକାର କରିଥିବା ଖେଳାଳି ୧୦,୦୦୦ ଟଙ୍କା ପୁରସ୍କାର ପାଇବେ। ଦ୍ୱିତୀୟ ସ୍ଥାନ ୭,୦୦୦, ତୃତୀୟ ୫,୦୦୦ ଟଙ୍କା ପାଇବେ। ପ୍ରତିଯୋଗିତା ପାଇଁ ଖେଳାଳିଙ୍କୁ ପୁରସ୍କାର ଆକାରରେ ମୋଟ ୫୦,୦୦୦ ଟଙ୍କା ପ୍ରଦାନ କରାଯିବ। ଆଗ୍ରହୀ ଖେଳାଳି ଚଳିତ ମାସ ୧୨ ସୁଦ୍ଧା ନାମ ପଞ୍ଜିକରଣ କରିପାରିବେ।: [190, 1483, 728, 1640]
registration-marks: [4, 2445, 1480, 2465]
yellow-registration-dot: [306, 2445, 322, 2460]
section-title: ଖେଳ ଖବର: [804, 8, 967, 48]
rowing-headline: ଓଡ଼ିଶାକୁ ୩ ସ୍ୱର୍ଣ୍ଣ: [1312, 856, 1455, 934]
magenta-registration-dot: [726, 2445, 742, 2460]
team-member-figure: [780, 1383, 809, 1463]
jca-kicker: ଜେସିଏ ଆନ୍ତଃ ଜୋନ୍ ୧୯ ବର୍ଷରୁ କମ୍ ବାଳିକା କ୍ରିକେଟ: [934, 833, 1300, 859]
rowing-kicker: ରୋଇଂ ଚାମ୍ପିୟନଶିପ୍: [1312, 833, 1471, 858]
gray-registration-bar: [98, 2445, 110, 2460]
archery-headline-line-1: ଭାରତକୁ: [782, 872, 879, 907]
team-member-figure: [556, 942, 596, 1081]
team-member-figure: [651, 942, 691, 1081]
team-member-figure: [1207, 1383, 1237, 1463]
afghanistan-article-body: ଗ୍ରୋସ ଇସ୍ଲେଟ, ୧୦।୬(ପି.ଟି.)– ସ୍ପିନ ସ୍ପିନର ରସିଦ ଖାନଙ୍କ ଦମଦାର ପ୍ରଦର୍ଶନ (୭/୧୮) ବଳରେ ଆଫଗାନିସ୍ତାନ ପ୍ରଥମ ଦିନିକିଆ ମ୍ୟାଚରେ ଘରୋଇ ୱେଷ୍ଟଇଣ୍ଡିଜକୁ ୬୩ ରନରେ ପରାସ୍ତ କରିଛି। ଫଳରେ ୩ ମ୍ୟାଚ ବିଶିଷ୍ଟ ସିରିଜରେ ଆଫଗାନିସ୍ତାନ ୧–୦ରେ ଅଗ୍ରଣୀ ହାସଲ କରିଛି। ଟସ୍ ଜିତି ପ୍ରଥମେ ବ୍ୟାଟିଂ କରି ନିର୍ଦ୍ଧାରିତ ୫୦ ଓଭରରେ ୭ ଉଇକେଟ ହରାଇ ୨୧୨ ରନ କରିଥିଲା। ଉତ୍ତରରେ ୱେଷ୍ଟଇଣ୍ଡିଜ ଦଳ ୪୪.୪ ଓଭରରେ ୧୪୯ ରନ କରି ଅଲଆଉଟ ହୋଇଥିଲା। ମ୍ୟାଚରେ ୭ ଉଇକେଟ ନେଇଥିବା ରସିଦ ଖାନ ମ୍ୟାନ ଅଫ ଦି ମ୍ୟାଚ ବିବେଚିତ ହୋଇଛନ୍ତି।: [4, 1453, 178, 1750]
team-member-figure: [509, 942, 548, 1081]
rowing-article-body: କଟକ ଅଫିସ, ୧୦।୬–କଲିକତାର ଲେକ୍ କ୍ଲବ କୋର୍ସଠାରେ ଚାଲିଥିବା ୨୦ତମ ସବ୍‌ଜୁନିୟର ଜାତୀୟ ରୋଇଂ ଚାମ୍ପିୟନଶିପ୍ ଏବଂ ୨ୟ ଆନ୍ତଃରାଜ୍ୟ ଚ୍ୟାଲେଞ୍ଜର ରୋଇଂ ଚାମ୍ପିୟନଶିପ୍‌ରେ ଓଡ଼ିଶା ୩ସ୍ୱର୍ଣ୍ଣ ବିଜୟୀ ହୋଇଛି। ସବ୍‌ଜୁନିୟର ପ୍ରତିଯୋଗିତାର ସିଙ୍ଗଲ୍ସ ସ୍କଲରେ ରେଣ୍ଟା କୁମାରୀ ମିଞ୍ଜ ଏବଂ ଡବଲ୍ସ ସ୍କଲରେ ସୋନାଲି ସ୍ୱାଇଁ ଓ ଗୋରେତି ମିଞ୍ଜ ସ୍ୱର୍ଣ୍ଣ ପଦକ ହାସଲ କରିଛନ୍ତି। ଚ୍ୟାଲେଞ୍ଜର ଚାମ୍ପିୟନଶିପ୍‌ରେ ଗତ୍ତୁ କୌଡି ଏବଂ ଦୀପିକା ଖେସ୍ ସ୍ୱର୍ଣ୍ଣ ପଦକ ବିଜୟୀ ହୋଇଛନ୍ତି। ଏହି ପ୍ରତିଯୋଗିତାରେ ଓଡ଼ିଶାର ୪ଜଣ ବାଳକ ଏବଂ ୫ଜଣ ବାଳିକା ଦଳ ଅଂଶଗ୍ରହଣ କରିଥିଲେ। ଓଡ଼ିଶା ଆସୋସିଏସନ ଫର ରୋଇଂ ଏବଂ ସ୍କଲିର ସଭାପତି ବିନୋଦ ଦାସ ଖେଳାଳିଙ୍କୁ ଶୁଭେଚ୍ଛା ଜଣାଇଛନ୍ତି।: [1312, 939, 1480, 1323]
priyanka-headline: ପ୍ରିୟଙ୍କା, ସମ୍ବିତ ଅଗ୍ରଣୀ: [348, 1651, 691, 1773]
